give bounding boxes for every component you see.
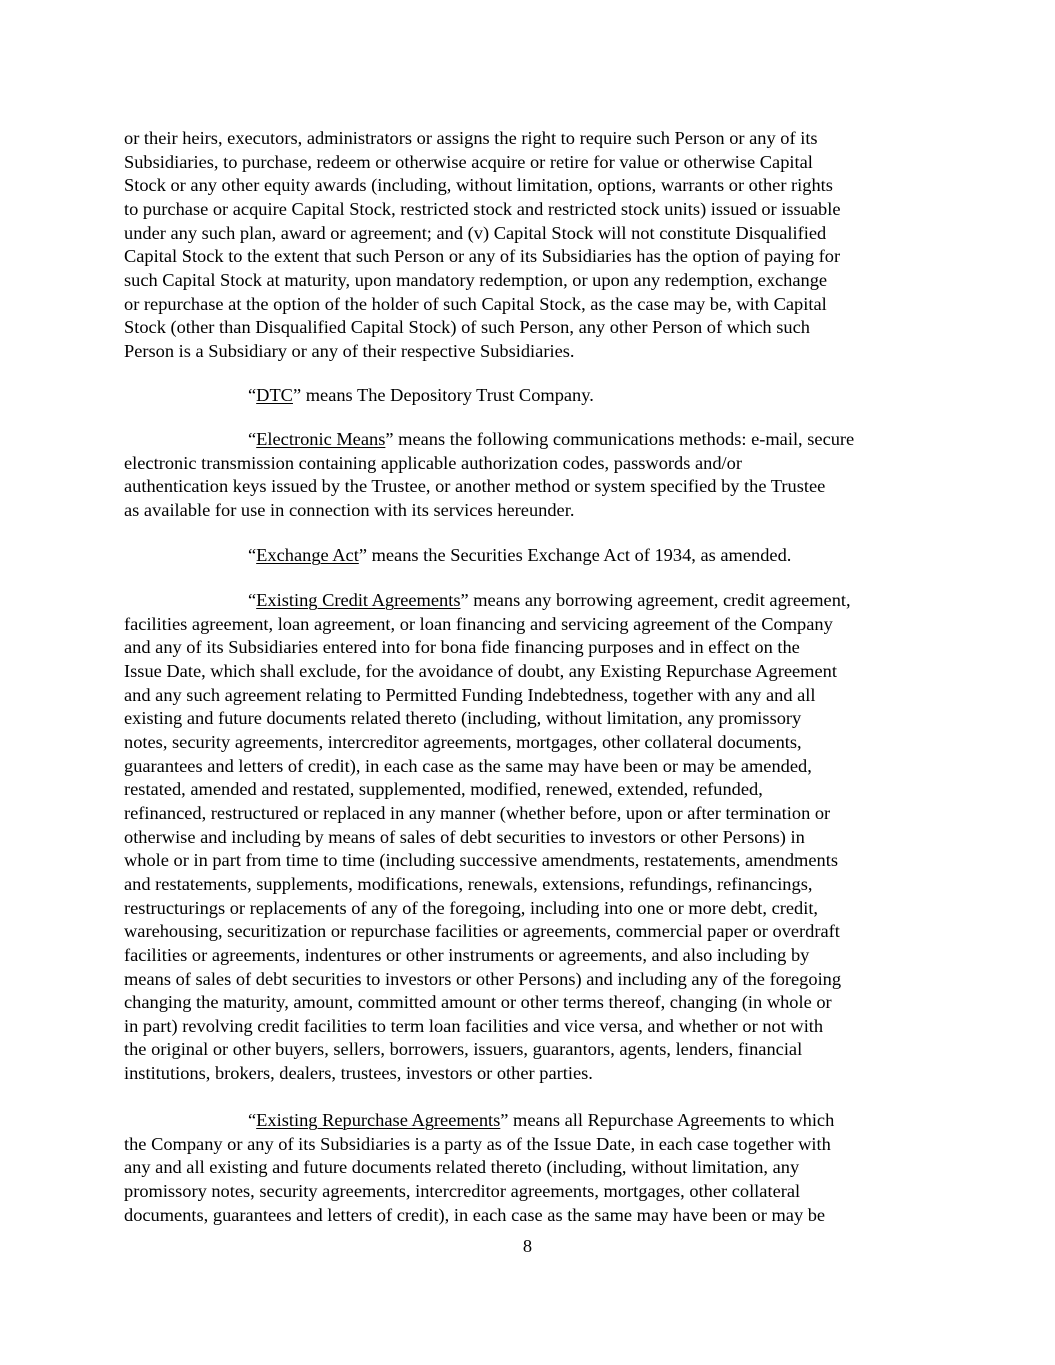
open-quote: “ xyxy=(248,429,257,449)
paragraph-line: guarantees and letters of credit), in each case as the same may have been or may be amended, xyxy=(124,755,812,776)
paragraph-line: and any such agreement relating to Permitted Funding Indebtedness, together with any and all xyxy=(124,684,816,705)
paragraph-line: in part) revolving credit facilities to term loan facilities and vice versa, and whether or not with xyxy=(124,1015,824,1036)
open-quote: “ xyxy=(248,545,257,565)
paragraph-line: under any such plan, award or agreement; and (v) Capital Stock will not constitute Disqualified xyxy=(124,222,827,243)
paragraph-line: facilities or agreements, indentures or other instruments or agreements, and also including by xyxy=(124,944,810,965)
open-quote: “ xyxy=(248,1110,257,1130)
definition-continuation-paragraph xyxy=(124,127,936,364)
definition-first-line xyxy=(124,1109,936,1133)
definition-exchange-act xyxy=(124,544,936,568)
paragraph-line: and restatements, supplements, modifications, renewals, extensions, refundings, refinancings, xyxy=(124,873,813,894)
definition-text: ” means all Repurchase Agreements to which xyxy=(500,1110,835,1130)
definition-dtc xyxy=(124,384,936,408)
paragraph-line: existing and future documents related thereto (including, without limitation, any promissory xyxy=(124,708,802,729)
definition-existing-credit-agreements xyxy=(124,589,936,1086)
defined-term: Existing Repurchase Agreements xyxy=(256,1110,501,1130)
paragraph-line: documents, guarantees and letters of credit), in each case as the same may have been or may be xyxy=(124,1204,826,1225)
paragraph-line: restructurings or replacements of any of the foregoing, including into one or more debt, credit, xyxy=(124,897,819,918)
definition-text: ” means any borrowing agreement, credit agreement, xyxy=(460,590,851,610)
definition-electronic-means xyxy=(124,428,936,523)
defined-term: Exchange Act xyxy=(256,545,359,565)
paragraph-line: Issue Date, which shall exclude, for the avoidance of doubt, any Existing Repurchase Agreement xyxy=(124,660,837,681)
paragraph-line: restated, amended and restated, supplemented, modified, renewed, extended, refunded, xyxy=(124,779,763,800)
definition-first-line xyxy=(124,544,936,568)
open-quote: “ xyxy=(248,590,257,610)
defined-term: Electronic Means xyxy=(256,429,386,449)
defined-term: DTC xyxy=(256,385,293,405)
paragraph-line: authentication keys issued by the Trustee, or another method or system specified by the Trustee xyxy=(124,476,826,497)
definition-text: ” means the following communications methods: e-mail, secure xyxy=(385,429,855,449)
paragraph-line: electronic transmission containing applicable authorization codes, passwords and/or xyxy=(124,452,742,473)
paragraph-line: means of sales of debt securities to investors or other Persons) and including any of the foregoing xyxy=(124,968,842,989)
paragraph-line: such Capital Stock at maturity, upon mandatory redemption, or upon any redemption, exchange xyxy=(124,269,828,290)
definition-text: ” means The Depository Trust Company. xyxy=(292,385,594,405)
paragraph-line: promissory notes, security agreements, intercreditor agreements, mortgages, other collateral xyxy=(124,1180,801,1201)
defined-term: Existing Credit Agreements xyxy=(256,590,461,610)
paragraph-line: facilities agreement, loan agreement, or loan financing and servicing agreement of the Company xyxy=(124,613,833,634)
definition-text: ” means the Securities Exchange Act of 1934, as amended. xyxy=(358,545,792,565)
open-quote: “ xyxy=(248,385,257,405)
paragraph-line: refinanced, restructured or replaced in any manner (whether before, upon or after termination or xyxy=(124,802,831,823)
paragraph-line: Stock (other than Disqualified Capital Stock) of such Person, any other Person of which such xyxy=(124,317,810,338)
paragraph-line: otherwise and including by means of sales of debt securities to investors or other Persons) in xyxy=(124,826,805,847)
paragraph-line: the original or other buyers, sellers, borrowers, issuers, guarantors, agents, lenders, financial xyxy=(124,1039,803,1060)
paragraph-line: notes, security agreements, intercreditor agreements, mortgages, other collateral documents, xyxy=(124,731,802,752)
paragraph-line: to purchase or acquire Capital Stock, restricted stock and restricted stock units) issued or issuable xyxy=(124,198,841,219)
paragraph-line: or repurchase at the option of the holder of such Capital Stock, as the case may be, with Capital xyxy=(124,293,827,314)
paragraph-line: any and all existing and future documents related thereto (including, without limitation, any xyxy=(124,1157,800,1178)
paragraph-line: the Company or any of its Subsidiaries is a party as of the Issue Date, in each case together with xyxy=(124,1133,831,1154)
page-number: 8 xyxy=(522,1236,533,1256)
paragraph-line: Person is a Subsidiary or any of their respective Subsidiaries. xyxy=(124,340,575,361)
paragraph-line: warehousing, securitization or repurchase facilities or agreements, commercial paper or overdraft xyxy=(124,921,840,942)
definition-first-line xyxy=(124,384,936,408)
paragraph-line: institutions, brokers, dealers, trustees, investors or other parties. xyxy=(124,1063,593,1084)
paragraph-line: Subsidiaries, to purchase, redeem or otherwise acquire or retire for value or otherwise Capital xyxy=(124,151,813,172)
paragraph-line: Capital Stock to the extent that such Person or any of its Subsidiaries has the option of paying for xyxy=(124,246,841,267)
paragraph-line: changing the maturity, amount, committed amount or other terms thereof, changing (in whole or xyxy=(124,992,832,1013)
paragraph-line: or their heirs, executors, administrators or assigns the right to require such Person or any of its xyxy=(124,128,818,148)
definition-first-line xyxy=(124,428,936,452)
definition-existing-repurchase-agreements xyxy=(124,1109,936,1227)
paragraph-line: Stock or any other equity awards (including, without limitation, options, warrants or other rights xyxy=(124,175,833,196)
paragraph-line: as available for use in connection with its services hereunder. xyxy=(124,499,575,520)
paragraph-line: and any of its Subsidiaries entered into for bona fide financing purposes and in effect on the xyxy=(124,637,800,658)
paragraph-line: whole or in part from time to time (including successive amendments, restatements, amendments xyxy=(124,850,838,871)
definition-first-line xyxy=(124,589,936,613)
